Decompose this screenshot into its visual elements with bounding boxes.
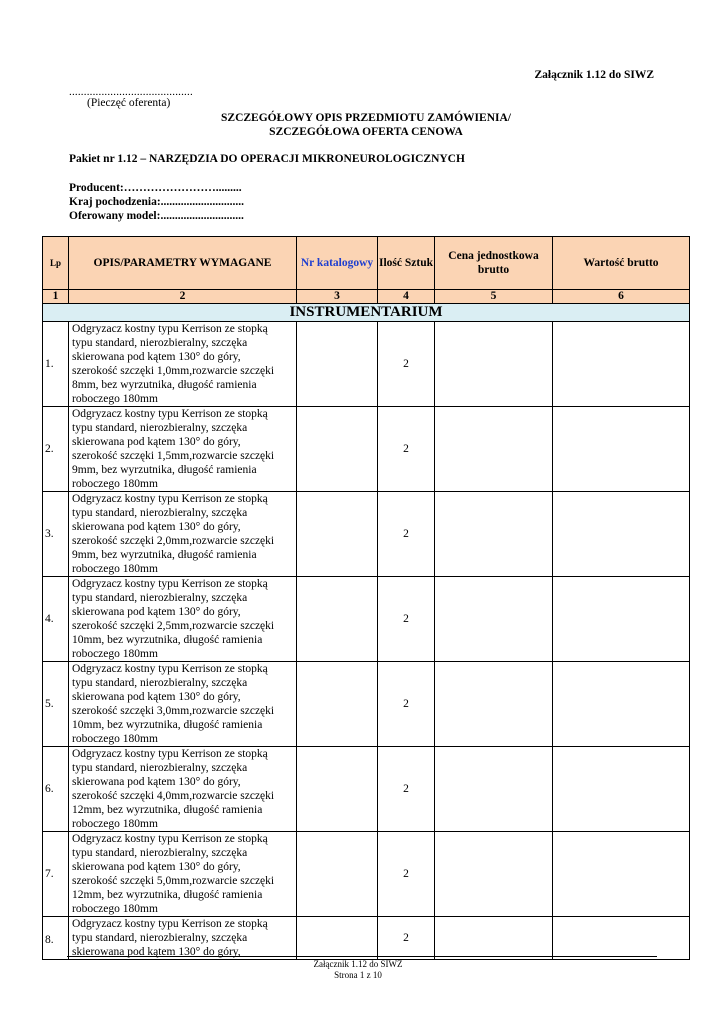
row-total-value <box>553 662 690 747</box>
description-line: 12mm, bez wyrzutnika, długość ramienia <box>72 804 263 816</box>
seal-label: (Pieczęć oferenta) <box>87 97 171 109</box>
description-line: 9mm, bez wyrzutnika, długość ramienia <box>72 549 257 561</box>
row-catalog-number <box>297 832 378 917</box>
row-description <box>69 322 297 407</box>
description-line: 9mm, bez wyrzutnika, długość ramienia <box>72 464 257 476</box>
row-quantity: 2 <box>378 832 435 917</box>
header-total-value: Wartość brutto <box>553 237 690 290</box>
description-line: szerokość szczęki 2,0mm,rozwarcie szczęki <box>72 535 275 547</box>
row-total-value <box>553 492 690 577</box>
description-line: szerokość szczęki 4,0mm,rozwarcie szczęki <box>72 790 275 802</box>
document-title-line2: SZCZEGÓŁOWA OFERTA CENOWA <box>269 126 463 138</box>
row-unit-price <box>435 747 553 832</box>
row-total-value <box>553 917 690 960</box>
description-line: roboczego 180mm <box>72 818 158 830</box>
description-line: 8mm, bez wyrzutnika, długość ramienia <box>72 379 257 391</box>
offer-table <box>42 236 690 960</box>
row-description <box>69 577 297 662</box>
row-catalog-number <box>297 662 378 747</box>
description-line: roboczego 180mm <box>72 648 158 660</box>
description-line: skierowana pod kątem 130° do góry, <box>72 691 241 703</box>
description-line: typu standard, nierozbieralny, szczęka <box>72 847 248 859</box>
description-line: Odgryzacz kostny typu Kerrison ze stopką <box>72 323 268 335</box>
table-row <box>43 492 690 577</box>
description-line: Odgryzacz kostny typu Kerrison ze stopką <box>72 578 268 590</box>
column-number: 3 <box>297 290 378 304</box>
description-line: Odgryzacz kostny typu Kerrison ze stopką <box>72 748 268 760</box>
description-line: szerokość szczęki 3,0mm,rozwarcie szczęki <box>72 705 275 717</box>
description-line: typu standard, nierozbieralny, szczęka <box>72 762 248 774</box>
description-line: typu standard, nierozbieralny, szczęka <box>72 677 248 689</box>
description-line: roboczego 180mm <box>72 393 158 405</box>
table-row <box>43 577 690 662</box>
table-row <box>43 917 690 960</box>
row-lp: 4. <box>43 577 69 662</box>
row-quantity: 2 <box>378 662 435 747</box>
row-description <box>69 407 297 492</box>
description-line: typu standard, nierozbieralny, szczęka <box>72 592 248 604</box>
row-total-value <box>553 577 690 662</box>
row-catalog-number <box>297 577 378 662</box>
description-line: Odgryzacz kostny typu Kerrison ze stopką <box>72 493 268 505</box>
description-line: skierowana pod kątem 130° do góry, <box>72 861 241 873</box>
description-line: Odgryzacz kostny typu Kerrison ze stopką <box>72 663 268 675</box>
description-line: typu standard, nierozbieralny, szczęka <box>72 422 248 434</box>
row-catalog-number <box>297 407 378 492</box>
row-lp: 3. <box>43 492 69 577</box>
row-lp: 5. <box>43 662 69 747</box>
producer-field: Producent:……………………......... <box>69 182 242 194</box>
description-line: Odgryzacz kostny typu Kerrison ze stopką <box>72 918 268 930</box>
description-line: roboczego 180mm <box>72 563 158 575</box>
row-quantity: 2 <box>378 407 435 492</box>
table-header-row <box>43 237 690 290</box>
description-line: roboczego 180mm <box>72 903 158 915</box>
document-title-line1: SZCZEGÓŁOWY OPIS PRZEDMIOTU ZAMÓWIENIA/ <box>221 112 511 124</box>
footer-divider <box>67 956 657 957</box>
row-unit-price <box>435 917 553 960</box>
package-title: Pakiet nr 1.12 – NARZĘDZIA DO OPERACJI MIKRONEUROLOGICZNYCH <box>69 153 465 165</box>
row-quantity: 2 <box>378 492 435 577</box>
row-description <box>69 747 297 832</box>
header-description: OPIS/PARAMETRY WYMAGANE <box>69 237 297 290</box>
row-quantity: 2 <box>378 322 435 407</box>
row-total-value <box>553 832 690 917</box>
row-description <box>69 832 297 917</box>
description-line: Odgryzacz kostny typu Kerrison ze stopką <box>72 833 268 845</box>
table-row <box>43 322 690 407</box>
row-lp: 7. <box>43 832 69 917</box>
description-line: skierowana pod kątem 130° do góry, <box>72 776 241 788</box>
column-number: 2 <box>69 290 297 304</box>
header-catalog-number: Nr katalogowy <box>297 237 378 290</box>
description-line: roboczego 180mm <box>72 733 158 745</box>
row-description <box>69 492 297 577</box>
description-line: Odgryzacz kostny typu Kerrison ze stopką <box>72 408 268 420</box>
description-line: szerokość szczęki 2,5mm,rozwarcie szczęki <box>72 620 275 632</box>
column-number: 1 <box>43 290 69 304</box>
header-quantity: Ilość Sztuk <box>378 237 435 290</box>
row-catalog-number <box>297 322 378 407</box>
row-catalog-number <box>297 492 378 577</box>
row-description <box>69 662 297 747</box>
seal-placeholder: .......................................... <box>69 86 193 98</box>
table-row <box>43 747 690 832</box>
description-line: 10mm, bez wyrzutnika, długość ramienia <box>72 719 263 731</box>
section-title: INSTRUMENTARIUM <box>43 304 690 322</box>
column-number-row <box>43 290 690 304</box>
description-line: szerokość szczęki 1,5mm,rozwarcie szczęki <box>72 450 275 462</box>
description-line: typu standard, nierozbieralny, szczęka <box>72 932 248 944</box>
row-total-value <box>553 407 690 492</box>
header-unit-price: Cena jednostkowa brutto <box>435 237 553 290</box>
column-number: 5 <box>435 290 553 304</box>
row-total-value <box>553 747 690 832</box>
header-lp: Lp <box>43 237 69 290</box>
row-quantity: 2 <box>378 917 435 960</box>
description-line: skierowana pod kątem 130° do góry, <box>72 351 241 363</box>
row-unit-price <box>435 492 553 577</box>
row-lp: 8. <box>43 917 69 960</box>
description-line: roboczego 180mm <box>72 478 158 490</box>
description-line: szerokość szczęki 1,0mm,rozwarcie szczęki <box>72 365 275 377</box>
row-unit-price <box>435 577 553 662</box>
row-quantity: 2 <box>378 747 435 832</box>
row-description <box>69 917 297 960</box>
description-line: 12mm, bez wyrzutnika, długość ramienia <box>72 889 263 901</box>
column-number: 4 <box>378 290 435 304</box>
table-row <box>43 662 690 747</box>
description-line: skierowana pod kątem 130° do góry, <box>72 521 241 533</box>
row-unit-price <box>435 662 553 747</box>
country-field: Kraj pochodzenia:............................. <box>69 196 245 208</box>
description-line: typu standard, nierozbieralny, szczęka <box>72 507 248 519</box>
description-line: skierowana pod kątem 130° do góry, <box>72 606 241 618</box>
description-line: typu standard, nierozbieralny, szczęka <box>72 337 248 349</box>
row-lp: 6. <box>43 747 69 832</box>
footer-page-number: Strona 1 z 10 <box>334 970 382 980</box>
row-catalog-number <box>297 747 378 832</box>
description-line: skierowana pod kątem 130° do góry, <box>72 436 241 448</box>
model-field: Oferowany model:............................. <box>69 210 244 222</box>
annex-label: Załącznik 1.12 do SIWZ <box>534 69 654 81</box>
row-unit-price <box>435 322 553 407</box>
table-row <box>43 407 690 492</box>
row-lp: 1. <box>43 322 69 407</box>
row-lp: 2. <box>43 407 69 492</box>
row-total-value <box>553 322 690 407</box>
description-line: 10mm, bez wyrzutnika, długość ramienia <box>72 634 263 646</box>
table-row <box>43 832 690 917</box>
column-number: 6 <box>553 290 690 304</box>
row-unit-price <box>435 832 553 917</box>
footer-annex: Załącznik 1.12 do SIWZ <box>313 959 403 969</box>
description-line: skierowana pod kątem 130° do góry, <box>72 946 241 958</box>
row-quantity: 2 <box>378 577 435 662</box>
section-row <box>43 304 690 322</box>
row-catalog-number <box>297 917 378 960</box>
description-line: szerokość szczęki 5,0mm,rozwarcie szczęki <box>72 875 275 887</box>
row-unit-price <box>435 407 553 492</box>
